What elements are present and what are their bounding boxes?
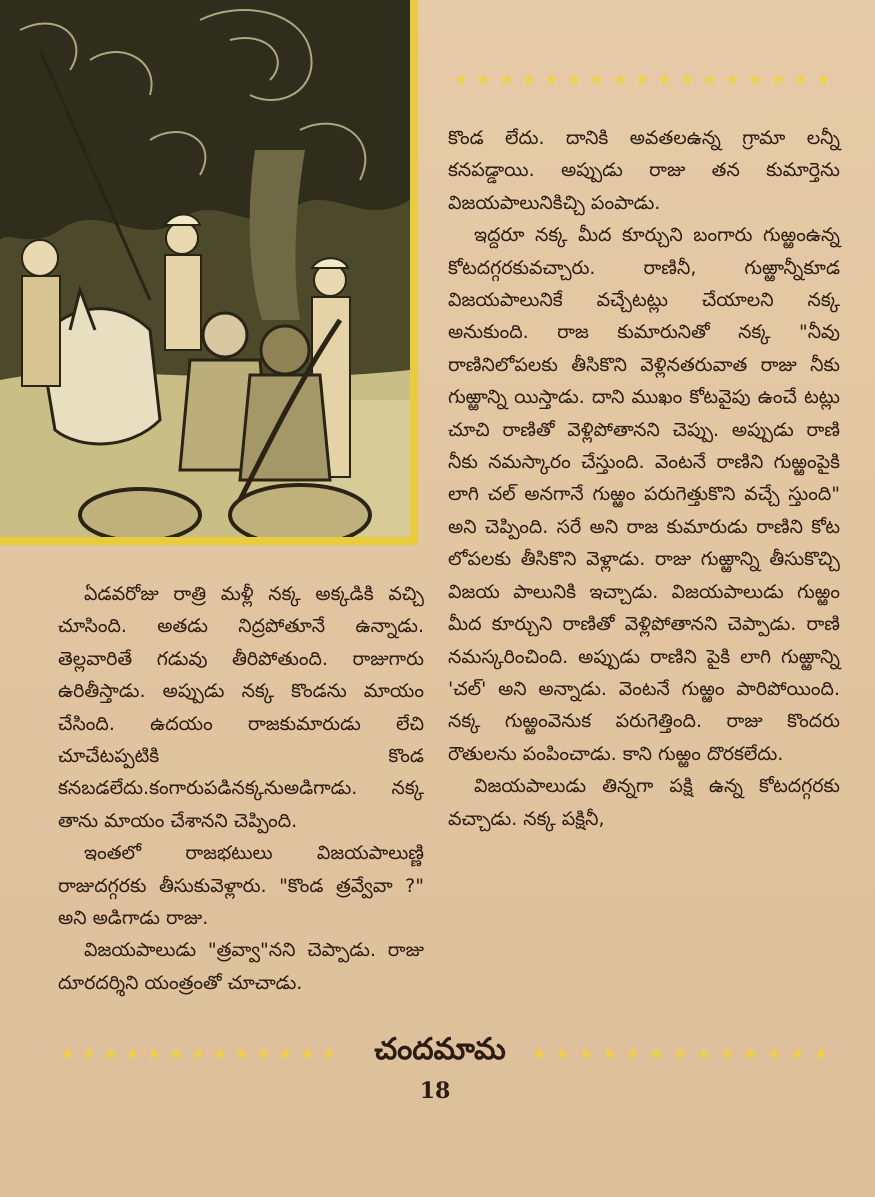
star-ornament-icon: ★ (566, 70, 582, 89)
paragraph: ఏడవరోజు రాత్రి మళ్లీ నక్క అక్కడికి వచ్చి చూసింది. అతడు నిద్రపోతూనే ఉన్నాడు. తెల్లవారితే గడువు తీరిపోతుంది. రాజుగారు ఉరితీస్తాడు. అప్పుడు నక్క కొండను మాయం చేసింది. ఉదయం రాజకుమారుడు లేచి చూచేటప్పటికి కొండ కనబడలేదు.కంగారుపడినక్కనుఅడిగాడు. నక్క తాను మాయం చేశానని చెప్పింది. (58, 583, 424, 832)
star-ornament-icon: ★ (680, 70, 695, 89)
star-ornament-icon: ★ (555, 1044, 570, 1063)
star-ornament-icon: ★ (725, 70, 740, 89)
star-ornament-icon: ★ (602, 1044, 617, 1063)
paragraph: ఇంతలో రాజభటులు విజయపాలుణ్ణి రాజుదగ్గరకు తీసుకువెళ్లారు. "కొండ త్రవ్వేవా ?" అని అడిగాడు రాజు. (58, 842, 424, 930)
star-ornament-icon: ★ (499, 70, 514, 89)
star-ornament-icon: ★ (476, 70, 491, 89)
star-ornament-icon: ★ (766, 1044, 782, 1063)
page-number: 18 (419, 1078, 451, 1104)
star-ornament-icon: ★ (544, 70, 559, 89)
star-ornament-icon: ★ (743, 1044, 758, 1063)
star-ornament-icon: ★ (672, 1044, 688, 1063)
story-illustration (0, 0, 418, 545)
star-ornament-icon: ★ (770, 70, 785, 89)
star-ornament-icon: ★ (634, 70, 650, 89)
star-ornament-icon: ★ (234, 1044, 249, 1063)
star-ornament-icon: ★ (168, 1044, 184, 1063)
decorative-star-border-bottom-left (58, 1046, 338, 1062)
star-ornament-icon: ★ (531, 1044, 547, 1063)
chariot-scene-drawing (0, 0, 410, 537)
star-ornament-icon: ★ (719, 1044, 735, 1063)
decorative-star-border-bottom-right (530, 1046, 830, 1062)
star-ornament-icon: ★ (256, 1044, 271, 1063)
star-ornament-icon: ★ (696, 1044, 711, 1063)
paragraph: విజయపాలుడు తిన్నగా పక్షి ఉన్న కోటదగ్గరకు వచ్చాడు. నక్క పక్షినీ, (448, 775, 840, 830)
star-ornament-icon: ★ (321, 1044, 337, 1063)
left-text-column (58, 578, 424, 999)
paragraph: ఇద్దరూ నక్క మీద కూర్చుని బంగారు గుఱ్ఱంఉన్న కోటదగ్గరకువచ్చారు. రాణినీ, గుఱ్ఱాన్నీకూడ విజయపాలునికే వచ్చేటట్లు చేయాలని నక్క అనుకుంది. రాజ కుమారునితో నక్క "నీవు రాణినిలోపలకు తీసికొని వెళ్లినతరువాత రాజు నీకు గుఱ్ఱాన్ని యిస్తాడు. దాని ముఖం కోటవైపు ఉంచే టట్లు చూచి రాణితో వెళ్లిపోతానని చెప్పు. అప్పుడు రాణి నీకు నమస్కారం చేస్తుంది. వెంటనే రాణిని గుఱ్ఱంపైకి లాగి చల్ అనగానే గుఱ్ఱం పరుగెత్తుకొని వచ్చే స్తుంది" అని చెప్పింది. సరే అని రాజ కుమారుడు రాణిని కోట లోపలకు తీసికొని వెళ్లాడు. రాజు గుఱ్ఱాన్ని తీసుకొచ్చి విజయ పాలునికి ఇచ్చాడు. విజయపాలుడు గుఱ్ఱం మీద కూర్చుని రాణితో వెళ్లిపోతానని చెప్పాడు. రాణి నమస్కరించింది. అప్పుడు రాణిని పైకి లాగి గుఱ్ఱాన్ని 'చల్' అని అన్నాడు. వెంటనే గుఱ్ఱం పారిపోయింది. నక్క గుఱ్ఱంవెనుక పరుగెత్తింది. రాజు కొందరు రౌతులను పంపించాడు. కాని గుఱ్ఱం దొరకలేదు. (448, 224, 840, 765)
star-ornament-icon: ★ (747, 70, 763, 89)
star-ornament-icon: ★ (793, 70, 808, 89)
star-ornament-icon: ★ (790, 1044, 805, 1063)
star-ornament-icon: ★ (147, 1044, 162, 1063)
magazine-title: చందమామ (374, 1032, 506, 1067)
star-ornament-icon: ★ (59, 1044, 75, 1063)
decorative-star-border-top (452, 72, 832, 88)
star-ornament-icon: ★ (212, 1044, 227, 1063)
star-ornament-icon: ★ (702, 70, 718, 89)
star-ornament-icon: ★ (813, 1044, 829, 1063)
star-ornament-icon: ★ (649, 1044, 664, 1063)
star-ornament-icon: ★ (190, 1044, 206, 1063)
star-ornament-icon: ★ (625, 1044, 641, 1063)
star-ornament-icon: ★ (612, 70, 627, 89)
star-ornament-icon: ★ (657, 70, 672, 89)
star-ornament-icon: ★ (521, 70, 537, 89)
right-text-column (448, 122, 840, 835)
star-ornament-icon: ★ (103, 1044, 118, 1063)
paragraph: కొండ లేదు. దానికి అవతలఉన్న గ్రామా లన్నీ కనపడ్డాయి. అప్పుడు రాజు తన కుమార్తెను విజయపాలునికిచ్చి పంపాడు. (448, 127, 840, 214)
star-ornament-icon: ★ (589, 70, 604, 89)
star-ornament-icon: ★ (81, 1044, 96, 1063)
star-ornament-icon: ★ (453, 70, 469, 89)
star-ornament-icon: ★ (299, 1044, 315, 1063)
star-ornament-icon: ★ (278, 1044, 293, 1063)
star-ornament-icon: ★ (125, 1044, 140, 1063)
star-ornament-icon: ★ (578, 1044, 594, 1063)
paragraph: విజయపాలుడు "త్రవ్వా"నని చెప్పాడు. రాజు దూరదర్శిని యంత్రంతో చూచాడు. (58, 939, 424, 994)
star-ornament-icon: ★ (815, 70, 831, 89)
